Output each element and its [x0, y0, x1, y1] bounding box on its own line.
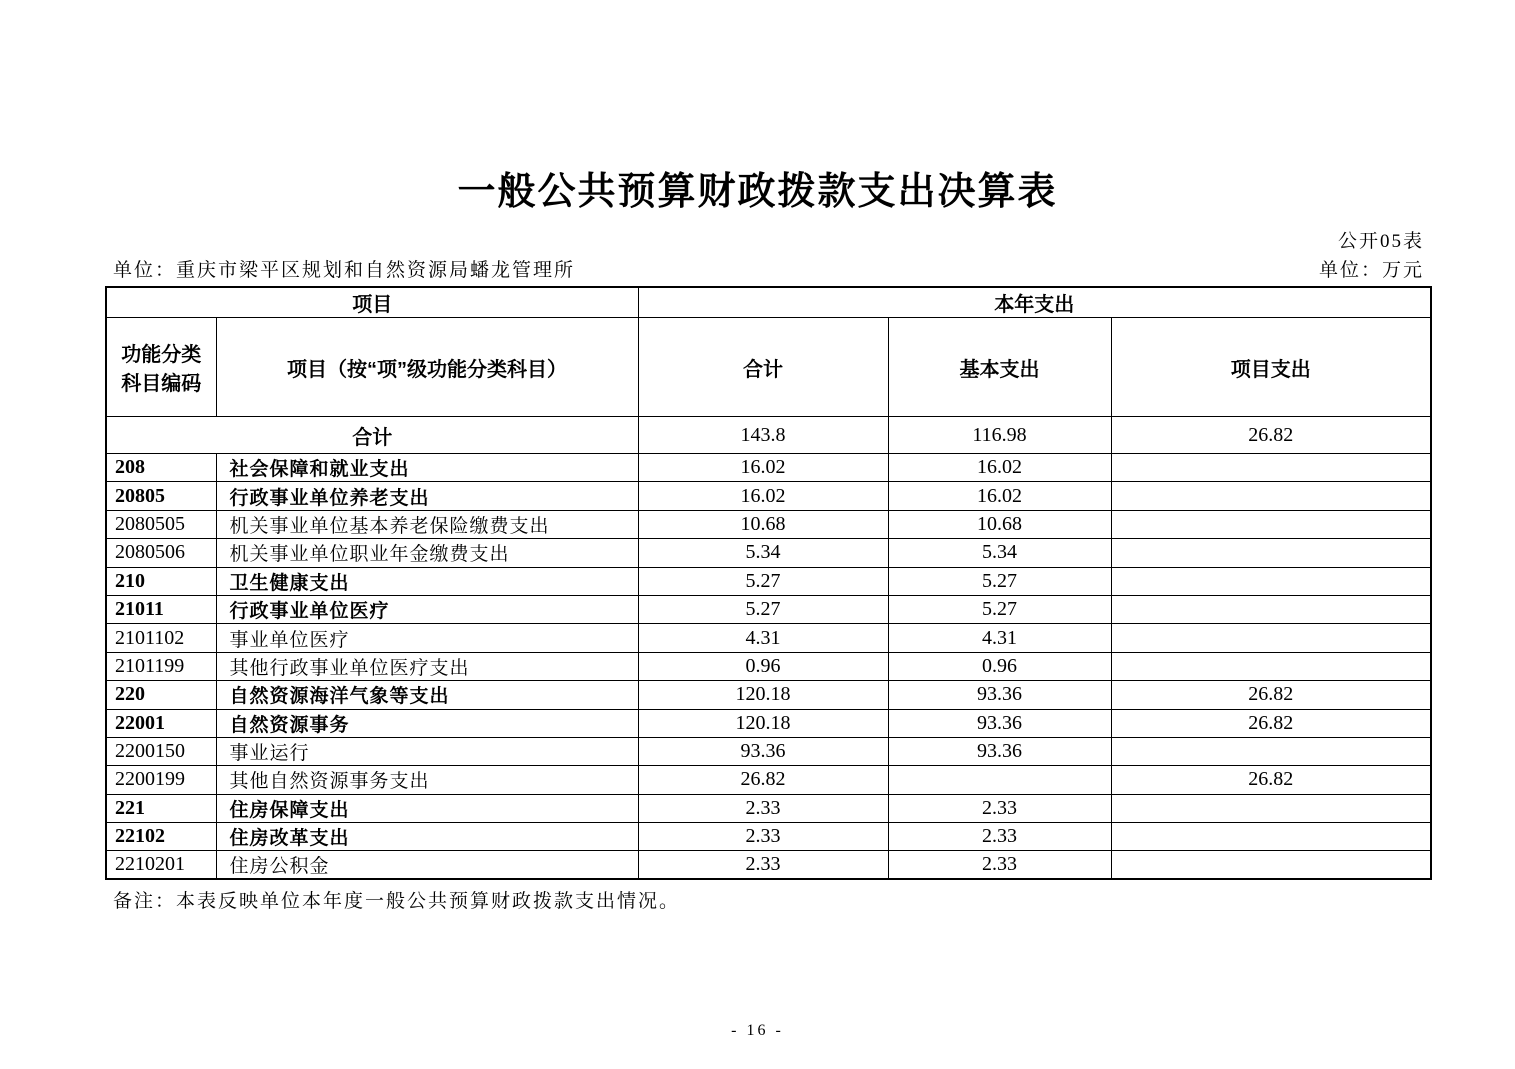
cell-name: 事业运行 — [216, 737, 638, 765]
cell-total: 5.34 — [638, 539, 888, 567]
cell-total: 0.96 — [638, 652, 888, 680]
cell-name: 机关事业单位职业年金缴费支出 — [216, 539, 638, 567]
cell-code: 2101102 — [106, 624, 216, 652]
cell-basic: 10.68 — [888, 510, 1111, 538]
cell-basic: 93.36 — [888, 681, 1111, 709]
cell-project: 26.82 — [1111, 766, 1431, 794]
cell-name: 机关事业单位基本养老保险缴费支出 — [216, 510, 638, 538]
cell-code: 220 — [106, 681, 216, 709]
table-total-row — [106, 417, 1431, 454]
header-function-code-line1: 功能分类 — [121, 344, 202, 366]
cell-project — [1111, 454, 1431, 482]
cell-project — [1111, 595, 1431, 623]
cell-total: 4.31 — [638, 624, 888, 652]
table-row — [106, 709, 1431, 737]
cell-code: 208 — [106, 454, 216, 482]
cell-basic: 5.27 — [888, 595, 1111, 623]
table-row — [106, 567, 1431, 595]
cell-code: 22001 — [106, 709, 216, 737]
cell-basic: 0.96 — [888, 652, 1111, 680]
cell-total: 120.18 — [638, 709, 888, 737]
table-row — [106, 624, 1431, 652]
cell-project: 26.82 — [1111, 709, 1431, 737]
page-title: 一般公共预算财政拨款支出决算表 — [457, 171, 1058, 213]
cell-name: 住房改革支出 — [216, 823, 638, 851]
cell-basic: 5.27 — [888, 567, 1111, 595]
header-function-code — [106, 318, 216, 417]
cell-name: 其他行政事业单位医疗支出 — [216, 652, 638, 680]
cell-basic: 2.33 — [888, 794, 1111, 822]
cell-total: 5.27 — [638, 595, 888, 623]
header-column-row — [106, 318, 1431, 417]
cell-project: 26.82 — [1111, 681, 1431, 709]
cell-code: 2080506 — [106, 539, 216, 567]
cell-project — [1111, 482, 1431, 510]
page-number: - 16 - — [731, 1022, 784, 1039]
table-row — [106, 737, 1431, 765]
cell-basic: 16.02 — [888, 454, 1111, 482]
cell-total-label: 合计 — [106, 417, 638, 454]
budget-table — [105, 286, 1432, 880]
cell-name: 卫生健康支出 — [216, 567, 638, 595]
cell-name: 住房公积金 — [216, 851, 638, 880]
unit-organization: 单位：重庆市梁平区规划和自然资源局蟠龙管理所 — [113, 260, 576, 281]
cell-project — [1111, 737, 1431, 765]
cell-total: 26.82 — [638, 766, 888, 794]
header-item: 项目（按“项”级功能分类科目） — [216, 318, 638, 417]
cell-project — [1111, 539, 1431, 567]
header-function-code-line2: 科目编码 — [121, 373, 202, 395]
header-project-group: 项目 — [106, 287, 638, 318]
cell-name: 住房保障支出 — [216, 794, 638, 822]
cell-project — [1111, 624, 1431, 652]
cell-code: 20805 — [106, 482, 216, 510]
cell-basic: 5.34 — [888, 539, 1111, 567]
cell-name: 自然资源海洋气象等支出 — [216, 681, 638, 709]
unit-currency: 单位：万元 — [1318, 260, 1424, 281]
cell-total: 16.02 — [638, 454, 888, 482]
cell-code: 2210201 — [106, 851, 216, 880]
table-row — [106, 595, 1431, 623]
cell-name: 行政事业单位医疗 — [216, 595, 638, 623]
header-current-year-group: 本年支出 — [638, 287, 1431, 318]
note: 备注：本表反映单位本年度一般公共预算财政拨款支出情况。 — [113, 891, 681, 912]
cell-project — [1111, 823, 1431, 851]
table-row — [106, 823, 1431, 851]
cell-code: 22102 — [106, 823, 216, 851]
cell-project — [1111, 510, 1431, 538]
cell-total: 16.02 — [638, 482, 888, 510]
cell-code: 2200150 — [106, 737, 216, 765]
cell-code: 210 — [106, 567, 216, 595]
table-row — [106, 652, 1431, 680]
cell-basic: 2.33 — [888, 851, 1111, 880]
cell-basic — [888, 766, 1111, 794]
header-total: 合计 — [638, 318, 888, 417]
cell-total: 5.27 — [638, 567, 888, 595]
cell-basic: 4.31 — [888, 624, 1111, 652]
cell-project — [1111, 794, 1431, 822]
cell-code: 2101199 — [106, 652, 216, 680]
header-group-row — [106, 287, 1431, 318]
table-row — [106, 454, 1431, 482]
header-project-expenditure: 项目支出 — [1111, 318, 1431, 417]
cell-name: 社会保障和就业支出 — [216, 454, 638, 482]
cell-name: 其他自然资源事务支出 — [216, 766, 638, 794]
cell-project — [1111, 652, 1431, 680]
cell-basic: 116.98 — [888, 417, 1111, 454]
cell-total: 2.33 — [638, 794, 888, 822]
header-basic-expenditure: 基本支出 — [888, 318, 1111, 417]
cell-project — [1111, 851, 1431, 880]
cell-basic: 16.02 — [888, 482, 1111, 510]
unit-row — [113, 255, 1424, 282]
cell-code: 21011 — [106, 595, 216, 623]
cell-total: 120.18 — [638, 681, 888, 709]
cell-total: 10.68 — [638, 510, 888, 538]
table-row — [106, 766, 1431, 794]
cell-total: 143.8 — [638, 417, 888, 454]
table-row — [106, 510, 1431, 538]
table-row — [106, 794, 1431, 822]
cell-name: 事业单位医疗 — [216, 624, 638, 652]
cell-basic: 93.36 — [888, 737, 1111, 765]
table-row — [106, 681, 1431, 709]
cell-basic: 93.36 — [888, 709, 1111, 737]
table-row — [106, 482, 1431, 510]
cell-code: 221 — [106, 794, 216, 822]
cell-total: 2.33 — [638, 823, 888, 851]
table-row — [106, 851, 1431, 880]
cell-basic: 2.33 — [888, 823, 1111, 851]
cell-project — [1111, 567, 1431, 595]
cell-code: 2200199 — [106, 766, 216, 794]
cell-total: 93.36 — [638, 737, 888, 765]
cell-name: 行政事业单位养老支出 — [216, 482, 638, 510]
cell-name: 自然资源事务 — [216, 709, 638, 737]
table-row — [106, 539, 1431, 567]
cell-total: 2.33 — [638, 851, 888, 880]
table-code-label: 公开05表 — [1337, 231, 1424, 252]
cell-code: 2080505 — [106, 510, 216, 538]
cell-project: 26.82 — [1111, 417, 1431, 454]
